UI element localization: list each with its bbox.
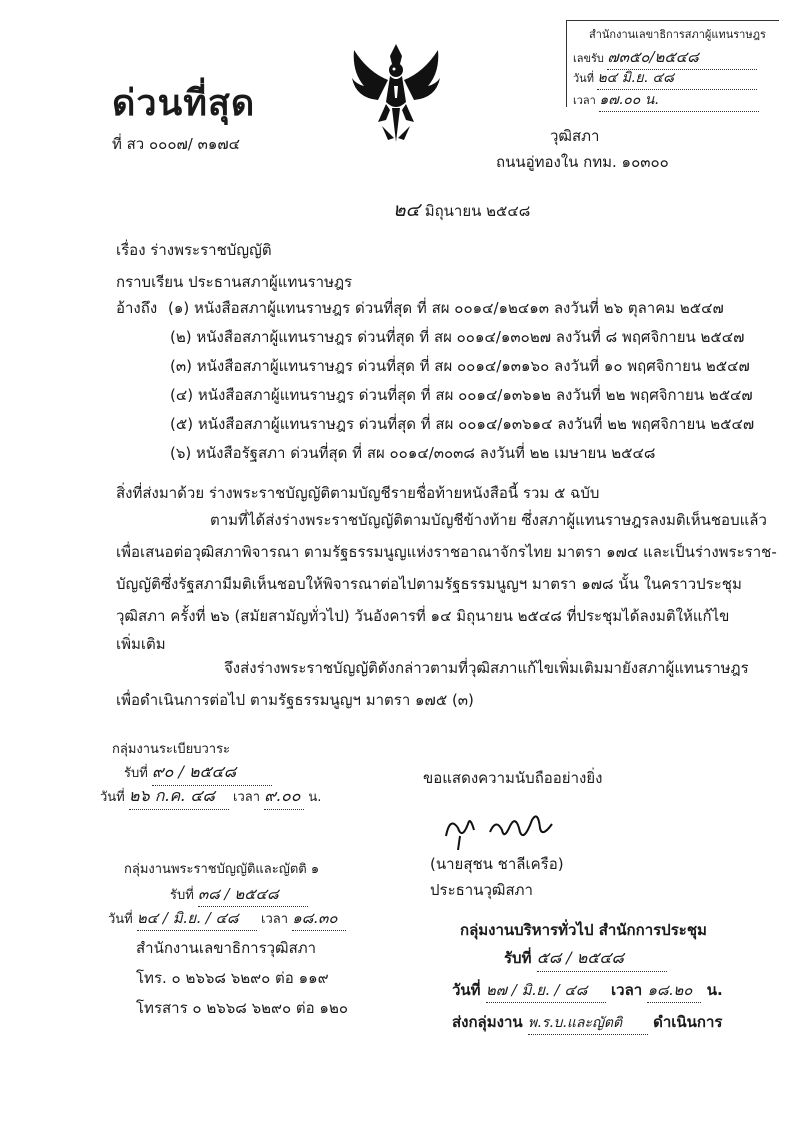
bill-stamp-date-label: วันที่ [108, 912, 133, 927]
reference-item: (๑) หนังสือสภาผู้แทนราษฎร ด่วนที่สุด ที่ สผ ๐๐๑๔/๑๒๔๑๓ ลงวันที่ ๒๖ ตุลาคม ๒๕๔๗ [168, 299, 724, 317]
signer-position: ประธานวุฒิสภา [430, 881, 533, 899]
garuda-emblem-icon [348, 42, 444, 146]
enclosure-line: สิ่งที่ส่งมาด้วย ร่างพระราชบัญญัติตามบัญชีรายชื่อท้ายหนังสือนี้ รวม ๕ ฉบับ [116, 484, 600, 502]
agenda-stamp-no-label: รับที่ [124, 766, 148, 781]
receipt-time-value: ๑๗.๐๐ น. [599, 89, 759, 112]
closing-respect: ขอแสดงความนับถืออย่างยิ่ง [423, 769, 603, 787]
admin-stamp-time-unit: น. [706, 981, 723, 999]
receipt-no-label: เลขรับ [573, 52, 604, 65]
receipt-no-value: ๗๓๕๐/๒๕๔๘ [607, 45, 757, 70]
date-month-year: มิถุนายน ๒๕๔๘ [424, 202, 531, 220]
bill-stamp-no [170, 882, 308, 907]
agenda-stamp-date-label: วันที่ [100, 790, 125, 805]
signer-name: (นายสุชน ชาลีเครือ) [430, 855, 564, 873]
agenda-stamp-date [100, 784, 321, 810]
document-number: ที่ สว ๐๐๐๗/ ๓๑๗๔ [112, 135, 240, 153]
admin-stamp-date-value: ๒๗ / มิ.ย. / ๔๘ [486, 978, 606, 1003]
reference-item: (๖) หนังสือรัฐสภา ด่วนที่สุด ที่ สผ ๐๐๑๔/๓๐๓๘ ลงวันที่ ๒๒ เมษายน ๒๕๔๘ [170, 444, 656, 462]
agenda-stamp-time-label: เวลา [233, 790, 261, 805]
sender-fax: โทรสาร ๐ ๒๖๖๘ ๖๒๙๐ ต่อ ๑๒๐ [136, 999, 348, 1017]
bill-stamp-time-label: เวลา [261, 912, 289, 927]
paragraph-1-line-3: บัญญัติซึ่งรัฐสภามีมติเห็นชอบให้พิจารณาต่อไปตามรัฐธรรมนูญฯ มาตรา ๑๗๘ นั้น ในคราวประชุม [116, 575, 742, 593]
reference-item: (๒) หนังสือสภาผู้แทนราษฎร ด่วนที่สุด ที่ สผ ๐๐๑๔/๑๓๐๒๗ ลงวันที่ ๘ พฤศจิกายน ๒๕๔๗ [170, 328, 745, 346]
document-date [393, 195, 530, 225]
agenda-stamp-time-value: ๙.๐๐ [264, 784, 304, 810]
admin-stamp-no [504, 946, 667, 972]
agenda-stamp-no-value: ๙๐ / ๒๕๔๘ [152, 760, 272, 786]
reference-item: (๔) หนังสือสภาผู้แทนราษฎร ด่วนที่สุด ที่ สผ ๐๐๑๔/๑๓๖๑๒ ลงวันที่ ๒๒ พฤศจิกายน ๒๕๔๗ [170, 386, 753, 404]
paragraph-1-line-4: วุฒิสภา ครั้งที่ ๒๖ (สมัยสามัญทั่วไป) วันอังคารที่ ๑๔ มิถุนายน ๒๕๔๘ ที่ประชุมได้ลงมติให้แก้ไข [116, 607, 730, 625]
admin-stamp-title: กลุ่มงานบริหารทั่วไป สำนักการประชุม [460, 921, 707, 939]
reference-label: อ้างถึง [116, 299, 158, 317]
bill-stamp-no-label: รับที่ [170, 888, 194, 903]
org-name: วุฒิสภา [550, 127, 600, 145]
signature-icon [440, 806, 560, 854]
org-address: ถนนอู่ทองใน กทม. ๑๐๓๐๐ [496, 153, 669, 171]
agenda-stamp-no [124, 760, 272, 786]
paragraph-1-line-1: ตามที่ได้ส่งร่างพระราชบัญญัติตามบัญชีข้างท้าย ซึ่งสภาผู้แทนราษฎรลงมติเห็นชอบแล้ว [210, 511, 767, 529]
admin-stamp-forward-value: พ.ร.บ.และญัตติ [528, 1012, 648, 1035]
salutation-line: กราบเรียน ประธานสภาผู้แทนราษฎร [116, 273, 353, 291]
admin-stamp-forward-label: ส่งกลุ่มงาน [452, 1013, 523, 1031]
admin-stamp-time-label: เวลา [611, 981, 643, 999]
reference-item: (๓) หนังสือสภาผู้แทนราษฎร ด่วนที่สุด ที่ สผ ๐๐๑๔/๑๓๑๖๐ ลงวันที่ ๑๐ พฤศจิกายน ๒๕๔๗ [170, 357, 750, 375]
receipt-date-label: วันที่ [573, 72, 594, 85]
admin-stamp-forward-suffix: ดำเนินการ [653, 1013, 723, 1031]
date-day: ๒๔ [393, 199, 420, 221]
bill-stamp-title: กลุ่มงานพระราชบัญญัติและญัตติ ๑ [124, 862, 320, 877]
receipt-time-label: เวลา [573, 94, 596, 107]
sender-tel: โทร. ๐ ๒๖๖๘ ๖๒๙๐ ต่อ ๑๑๙ [136, 969, 329, 987]
agenda-stamp-time-unit: น. [308, 790, 322, 805]
receipt-stamp [566, 20, 779, 107]
receipt-date-value: ๒๔ มิ.ย. ๔๘ [597, 67, 757, 90]
admin-stamp-date-label: วันที่ [452, 981, 481, 999]
subject-line: เรื่อง ร่างพระราชบัญญัติ [116, 241, 272, 259]
paragraph-2-line-1: จึงส่งร่างพระราชบัญญัติดังกล่าวตามที่วุฒิสภาแก้ไขเพิ่มเติมมายังสภาผู้แทนราษฎร [224, 659, 749, 677]
admin-stamp-no-value: ๕๘ / ๒๕๔๘ [537, 946, 667, 972]
paragraph-1-line-5: เพิ่มเติม [116, 635, 166, 653]
paragraph-2-line-2: เพื่อดำเนินการต่อไป ตามรัฐธรรมนูญฯ มาตรา ๑๗๕ (๓) [116, 691, 474, 709]
bill-stamp-date-value: ๒๔ / มิ.ย. / ๔๘ [137, 906, 257, 931]
reference-item: (๕) หนังสือสภาผู้แทนราษฎร ด่วนที่สุด ที่ สผ ๐๐๑๔/๑๓๖๑๔ ลงวันที่ ๒๒ พฤศจิกายน ๒๕๔๗ [170, 415, 755, 433]
admin-stamp-forward [452, 1010, 723, 1035]
urgent-heading: ด่วนที่สุด [112, 83, 256, 124]
admin-stamp-time-value: ๑๘.๒๐ [647, 978, 701, 1003]
agenda-stamp-title: กลุ่มงานระเบียบวาระ [112, 742, 231, 757]
bill-stamp-time-value: ๑๘.๓๐ [292, 906, 346, 931]
agenda-stamp-date-value: ๒๖ ก.ค. ๔๘ [129, 784, 229, 810]
receipt-stamp-title: สำนักงานเลขาธิการสภาผู้แทนราษฎร [589, 28, 766, 41]
admin-stamp-date [452, 978, 723, 1003]
bill-stamp-date [108, 906, 346, 931]
admin-stamp-no-label: รับที่ [504, 949, 532, 967]
bill-stamp-no-value: ๓๘ / ๒๕๔๘ [198, 882, 308, 907]
paragraph-1-line-2: เพื่อเสนอต่อวุฒิสภาพิจารณา ตามรัฐธรรมนูญแห่งราชอาณาจักรไทย มาตรา ๑๗๔ และเป็นร่างพระราช- [116, 543, 777, 561]
sender-office: สำนักงานเลขาธิการวุฒิสภา [136, 939, 317, 957]
